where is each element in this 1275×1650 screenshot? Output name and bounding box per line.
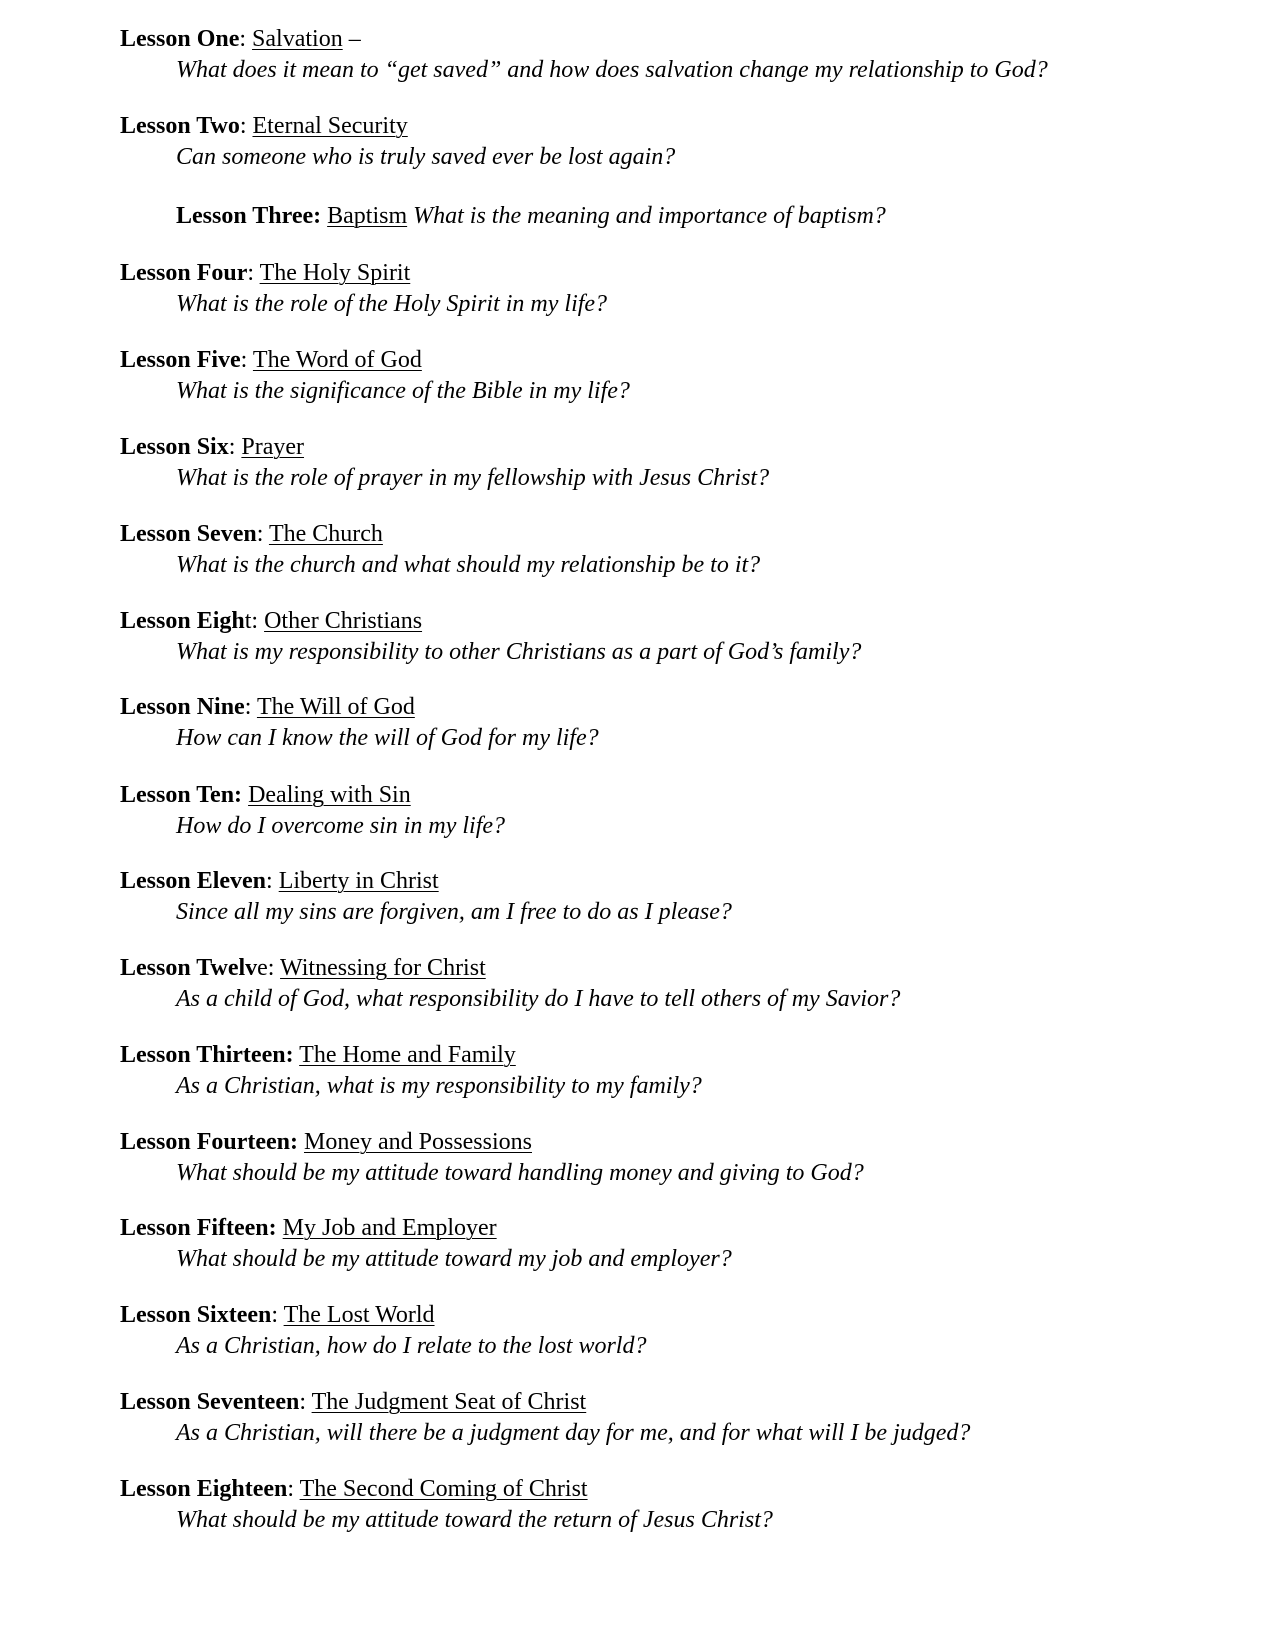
lesson-label: Lesson Six <box>120 434 229 460</box>
lesson-title-line <box>120 780 411 810</box>
lesson-question: What is the meaning and importance of baptism? <box>413 203 886 229</box>
lesson-title-line <box>176 201 886 231</box>
lesson-label: Lesson Thirteen: <box>120 1042 294 1068</box>
lesson-label: Lesson Seventeen <box>120 1389 300 1415</box>
lesson-label: Lesson Two <box>120 113 240 139</box>
lesson-label: Lesson Four <box>120 260 248 286</box>
lesson-topic: Salvation <box>252 26 343 52</box>
lesson-title-line <box>120 519 383 549</box>
lesson-title-line <box>120 345 422 375</box>
lesson-topic: Witnessing for Christ <box>280 955 486 981</box>
lesson-separator: : <box>244 694 252 720</box>
lesson-title-line <box>120 1127 532 1157</box>
lesson-topic: Baptism <box>327 203 408 229</box>
lesson-question: How do I overcome sin in my life? <box>176 813 506 839</box>
lesson-topic: The Holy Spirit <box>259 260 411 286</box>
lesson-topic: Dealing with Sin <box>248 782 411 808</box>
lesson-label: Lesson Eighteen <box>120 1476 288 1502</box>
lesson-question: What should be my attitude toward my job and employer? <box>176 1246 732 1272</box>
lesson-label: Lesson One <box>120 26 240 52</box>
lesson-question: Can someone who is truly saved ever be lost again? <box>176 144 676 170</box>
lesson-label: Lesson Fourteen: <box>120 1129 298 1155</box>
lesson-topic: Liberty in Christ <box>278 868 439 894</box>
lesson-label-suffix: t <box>244 608 252 634</box>
lesson-question: What is the significance of the Bible in my life? <box>176 378 630 404</box>
lesson-question: As a Christian, how do I relate to the lost world? <box>176 1333 647 1359</box>
lesson-title-line <box>120 432 304 462</box>
lesson-label: Lesson Five <box>120 347 241 373</box>
lesson-topic: Other Christians <box>264 608 423 634</box>
lesson-title-line <box>120 258 410 288</box>
lesson-topic: Prayer <box>241 434 305 460</box>
lesson-label: Lesson Ten: <box>120 782 243 808</box>
lesson-separator: : <box>267 955 275 981</box>
lesson-label: Lesson Nine <box>120 694 245 720</box>
lesson-title-line <box>120 24 361 54</box>
lesson-topic: The Home and Family <box>299 1042 516 1068</box>
lesson-question: As a Christian, will there be a judgment day for me, and for what will I be judged? <box>176 1420 971 1446</box>
lesson-separator: : <box>271 1302 279 1328</box>
lesson-title-line <box>120 1474 588 1504</box>
lesson-title-line <box>120 866 439 896</box>
lesson-label-text: Lesson Twelv <box>120 955 258 981</box>
lesson-label: Lesson Eleven <box>120 868 267 894</box>
lesson-title-line <box>120 1040 516 1070</box>
lesson-topic: The Church <box>268 521 383 547</box>
lesson-question: What should be my attitude toward the return of Jesus Christ? <box>176 1507 773 1533</box>
lesson-title-line <box>120 953 486 983</box>
lesson-separator: : <box>287 1476 295 1502</box>
lesson-separator: : <box>228 434 236 460</box>
lesson-question: As a Christian, what is my responsibility to my family? <box>176 1073 702 1099</box>
lesson-label: Lesson Fifteen: <box>120 1215 277 1241</box>
lesson-topic: The Lost World <box>283 1302 435 1328</box>
lesson-question: What should be my attitude toward handling money and giving to God? <box>176 1160 864 1186</box>
lesson-separator: : <box>299 1389 307 1415</box>
lesson-separator: : <box>266 868 273 894</box>
lesson-title-line <box>120 606 422 636</box>
lesson-label-suffix: e <box>257 955 268 981</box>
lesson-separator: : <box>239 113 247 139</box>
lesson-separator: : <box>256 521 264 547</box>
lesson-topic: The Second Coming of Christ <box>299 1476 588 1502</box>
lesson-topic-suffix: – <box>342 26 361 52</box>
lesson-question: What is the role of the Holy Spirit in my life? <box>176 291 608 317</box>
lesson-question: As a child of God, what responsibility do I have to tell others of my Savior? <box>176 986 901 1012</box>
lesson-title-line <box>120 692 415 722</box>
lesson-topic: The Judgment Seat of Christ <box>311 1389 587 1415</box>
lesson-separator: : <box>240 347 248 373</box>
lesson-question: What is the church and what should my relationship be to it? <box>176 552 761 578</box>
lesson-topic: The Will of God <box>256 694 415 720</box>
lesson-topic: Money and Possessions <box>303 1129 532 1155</box>
lesson-separator: : <box>247 260 255 286</box>
lesson-title-line <box>120 111 408 141</box>
lesson-label: Lesson Sixteen <box>120 1302 272 1328</box>
lesson-title-line <box>120 1300 435 1330</box>
lesson-label: Lesson Three: <box>176 203 322 229</box>
lesson-topic: Eternal Security <box>252 113 408 139</box>
lesson-topic: My Job and Employer <box>282 1215 497 1241</box>
lesson-title-line <box>120 1387 586 1417</box>
lesson-question: What is my responsibility to other Christians as a part of God’s family? <box>176 639 862 665</box>
lesson-topic: The Word of God <box>252 347 422 373</box>
lesson-question: What does it mean to “get saved” and how does salvation change my relationship to God? <box>176 57 1048 83</box>
lesson-question: What is the role of prayer in my fellowship with Jesus Christ? <box>176 465 770 491</box>
lesson-label: Lesson Seven <box>120 521 257 547</box>
lesson-label <box>120 955 268 981</box>
lesson-separator: : <box>239 26 247 52</box>
lesson-label <box>120 608 251 634</box>
lesson-label-text: Lesson Eigh <box>120 608 245 634</box>
lesson-title-line <box>120 1213 497 1243</box>
lesson-separator: : <box>251 608 259 634</box>
lesson-question: How can I know the will of God for my life? <box>176 725 599 751</box>
lesson-question: Since all my sins are forgiven, am I free to do as I please? <box>176 899 732 925</box>
